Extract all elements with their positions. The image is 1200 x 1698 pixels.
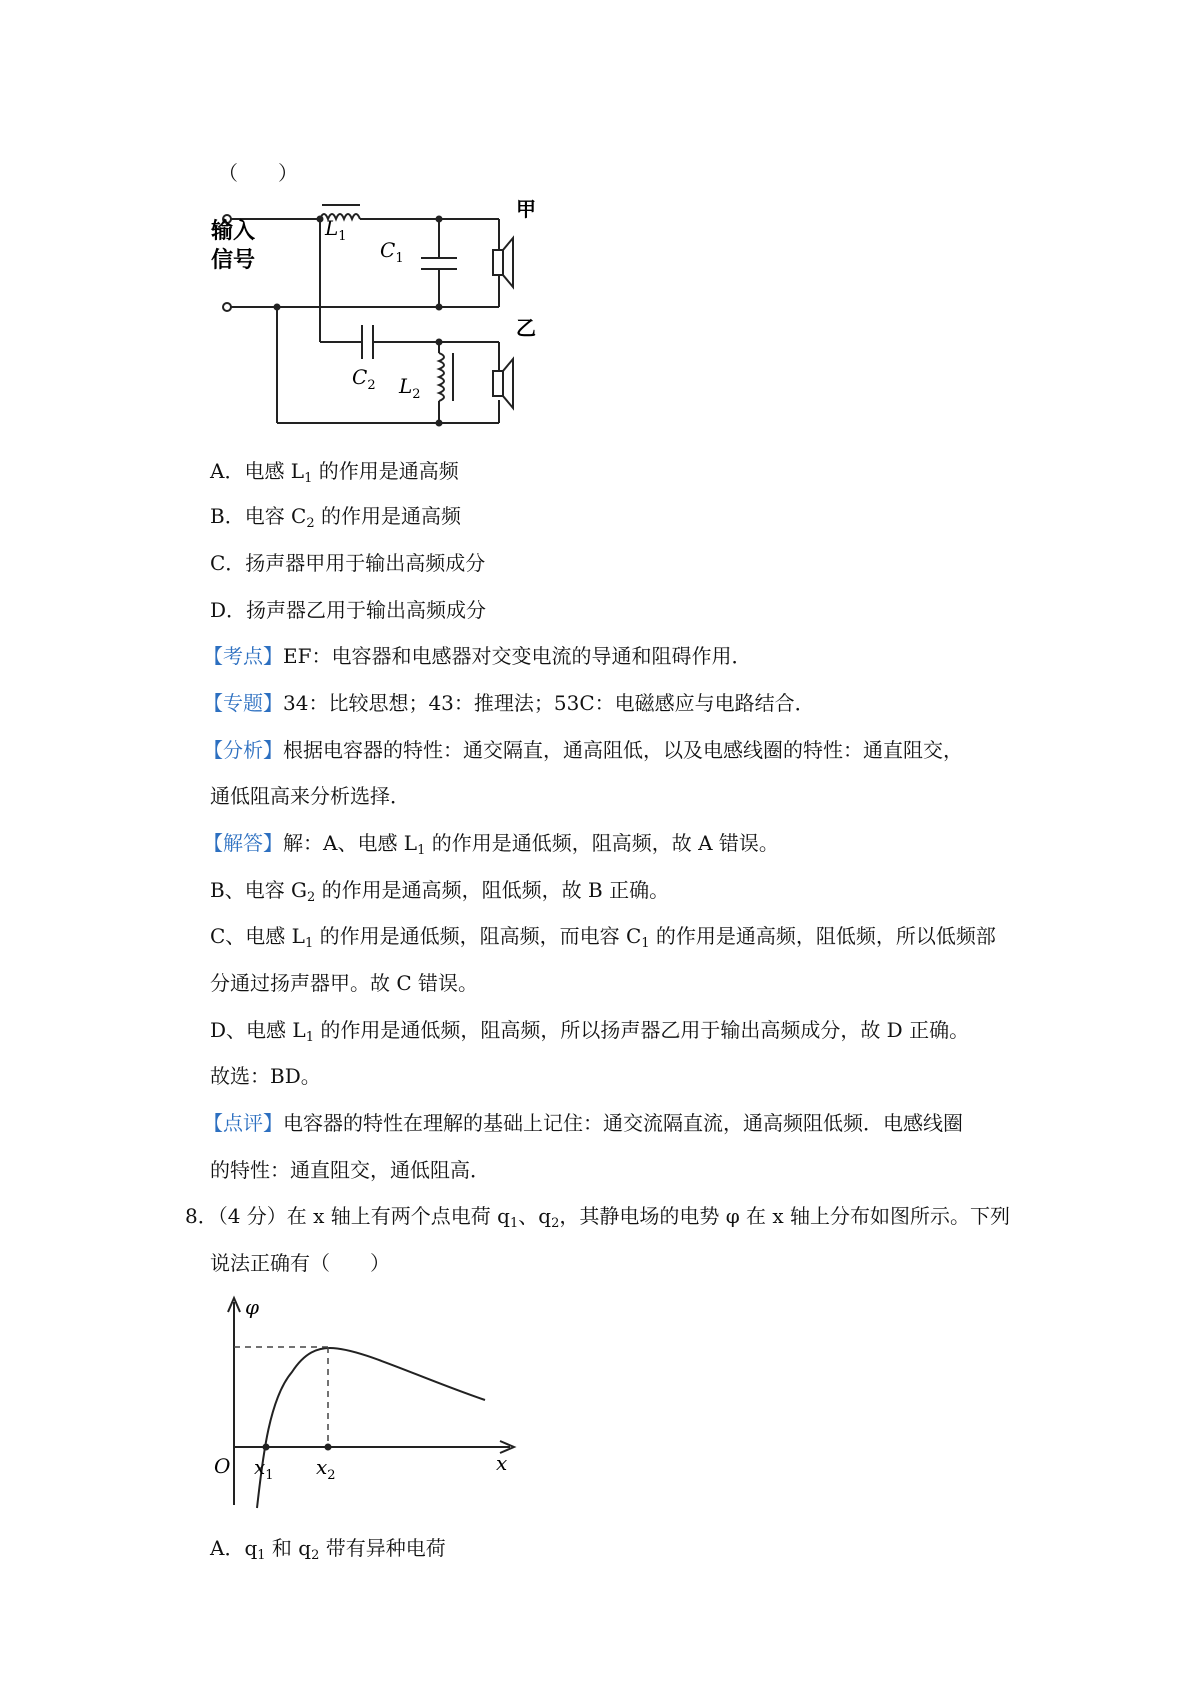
x2-point [325, 1444, 332, 1451]
speaker-yi-icon [493, 359, 513, 408]
label-l1-sub: 1 [338, 229, 347, 244]
label-yi: 乙 [516, 316, 536, 340]
potential-graph [210, 1290, 520, 1510]
junction-dot [317, 216, 324, 223]
q7-zhuanti: 【专题】34：比较思想；43：推理法；53C：电磁感应与电路结合． [203, 691, 815, 715]
svg-text:L2 [398, 374, 421, 402]
q7-answer-blank: （ ） [218, 161, 298, 185]
zhuanti-tag: 【专题】 [203, 691, 283, 715]
kaodian-tag: 【考点】 [203, 644, 283, 668]
q7-option-c: C．扬声器甲用于输出高频成分 [210, 551, 486, 575]
q7-option-b: B．电容 $C_2$ 的作用是通高频 [210, 504, 461, 531]
q7-jieda-2: B、电容 $G_2$ 的作用是通高频，阻低频，故 B 正确。 [210, 878, 670, 905]
y-axis-label: φ [245, 1295, 260, 1319]
svg-text:x2 [316, 1455, 336, 1483]
x2-label: x [316, 1455, 328, 1479]
svg-text:C2 [352, 365, 376, 393]
label-input-1: 输入 [211, 218, 256, 244]
label-input-2: 信号 [211, 247, 256, 273]
circuit-diagram [210, 195, 560, 440]
q7-jieda-3: C、电感 $L_1$ 的作用是通低频，阻高频，而电容 $C_1$ 的作用是通高频，阻低频，所以低频部 [210, 924, 996, 951]
svg-text:x1 [254, 1455, 274, 1483]
q7-fenxi-2: 通低阻高来分析选择． [210, 784, 410, 808]
input-terminal-bottom [223, 303, 231, 311]
junction-dot [436, 339, 443, 346]
label-c1: C [380, 238, 396, 262]
junction-dot [436, 420, 443, 427]
label-c2-sub: 2 [367, 378, 376, 393]
x2-label-sub: 2 [327, 1468, 336, 1483]
label-jia: 甲 [516, 197, 536, 221]
potential-curve [257, 1348, 485, 1508]
q8-stem-2: 说法正确有（ ） [210, 1251, 390, 1275]
x1-point [263, 1444, 270, 1451]
label-l2: L [399, 374, 413, 398]
q8-option-a: A．$q_1$ 和 $q_2$ 带有异种电荷 [210, 1536, 446, 1563]
svg-text:C1 [380, 238, 404, 266]
q7-jieda-1: 【解答】解：A、电感 $L_1$ 的作用是通低频，阻高频，故 A 错误。 [203, 831, 779, 858]
fenxi-tag: 【分析】 [203, 738, 283, 762]
junction-dot [436, 216, 443, 223]
junction-dot [274, 304, 281, 311]
label-l2-sub: 2 [412, 387, 421, 402]
label-l1: L [325, 216, 339, 240]
q7-dianping-1: 【点评】电容器的特性在理解的基础上记住：通交流隔直流，通高频阻低频．电感线圈 [203, 1111, 963, 1135]
q7-kaodian: 【考点】EF：电容器和电感器对交变电流的导通和阻碍作用． [203, 644, 752, 668]
origin-label: O [214, 1454, 231, 1478]
q7-jieda-4: 分通过扬声器甲。故 C 错误。 [210, 971, 479, 995]
junction-dot [436, 304, 443, 311]
q7-jieda-6: 故选：BD。 [210, 1064, 321, 1088]
inductor-l2-symbol [439, 353, 444, 401]
q7-option-a: A．电感 $L_1$ 的作用是通高频 [210, 459, 459, 486]
q7-dianping-2: 的特性：通直阻交，通低阻高． [210, 1158, 490, 1182]
q7-fenxi-1: 【分析】根据电容器的特性：通交隔直，通高阻低，以及电感线圈的特性：通直阻交， [203, 738, 963, 762]
speaker-jia-icon [493, 238, 513, 287]
label-c1-sub: 1 [395, 251, 404, 266]
x-axis-label: x [496, 1451, 508, 1475]
x1-label-sub: 1 [265, 1468, 274, 1483]
q8-stem-1: 8．（4 分）在 x 轴上有两个点电荷 $q_1$、$q_2$，其静电场的电势 φ 在 x 轴上分布如图所示。下列 [185, 1204, 1011, 1231]
q7-option-d: D．扬声器乙用于输出高频成分 [210, 598, 487, 622]
dianping-tag: 【点评】 [203, 1111, 283, 1135]
svg-text:L1 [324, 216, 347, 244]
label-c2: C [352, 365, 368, 389]
q7-jieda-5: D、电感 $L_1$ 的作用是通低频，阻高频，所以扬声器乙用于输出高频成分，故 D 正确。 [210, 1018, 970, 1045]
jieda-tag: 【解答】 [203, 831, 283, 855]
x1-label: x [254, 1455, 266, 1479]
